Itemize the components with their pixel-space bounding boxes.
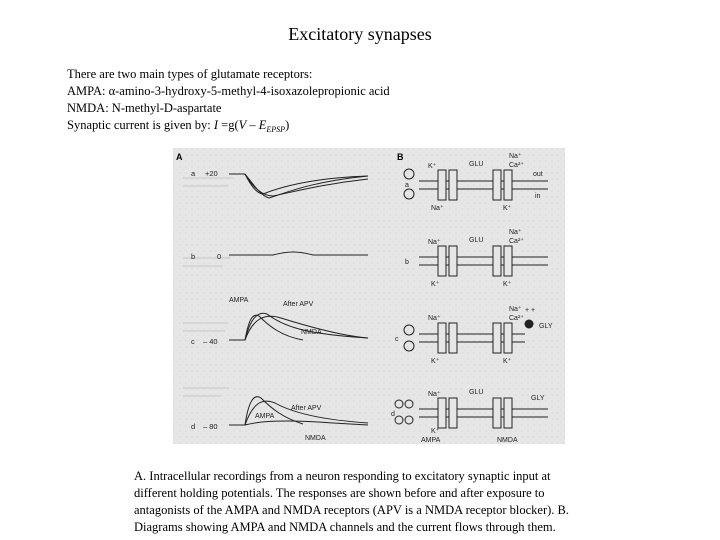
glu-label-d: GLU (469, 389, 484, 396)
label-after-apv-c: After APV (283, 301, 314, 308)
intro-line-ampa: AMPA: α-amino-3-hydroxy-5-methyl-4-isoxazolepropionic acid (67, 84, 390, 98)
row-c-label: c (191, 337, 195, 346)
diagram-row-d-label: d (391, 411, 395, 418)
page-title: Excitatory synapses (288, 24, 432, 44)
in-label: in (535, 193, 541, 200)
figure-caption (134, 468, 634, 536)
voltage-label-minus80: – 80 (203, 422, 218, 431)
equation-close: ) (285, 118, 290, 132)
panel-b-label: B (397, 152, 404, 162)
na-label-c-top-right: Na⁺ (509, 306, 522, 313)
ca-label-a-top: Ca²⁺ (509, 162, 524, 169)
row-b-label: b (191, 252, 196, 261)
label-nmda-d: NMDA (305, 435, 326, 442)
figure-recordings-and-channel-diagrams (173, 148, 565, 444)
na-label-a-bottom: Na⁺ (431, 205, 444, 212)
diagram-row-a-label: a (405, 182, 409, 189)
intro-text (67, 66, 390, 138)
caption-line-4: Diagrams showing AMPA and NMDA channels and the current flows through them. (134, 520, 556, 534)
row-a-label: a (191, 169, 196, 178)
ca-label-b-top: Ca²⁺ (509, 238, 524, 245)
current-equation (67, 117, 390, 138)
plus-plus-label: + + (525, 307, 536, 314)
voltage-label-0: 0 (217, 252, 222, 261)
na-label-a-top: Na⁺ (509, 153, 522, 160)
k-label-b-bottom: K⁺ (431, 281, 440, 288)
glu-label-a: GLU (469, 161, 484, 168)
equation-voltage-symbol: V (238, 118, 247, 132)
k-label-c-bottom: K⁺ (431, 358, 440, 365)
label-nmda-c: NMDA (301, 329, 322, 336)
intro-line-nmda: NMDA: N-methyl-D-aspartate (67, 101, 222, 115)
ca-label-c-top: Ca²⁺ (509, 315, 524, 322)
ampa-label-d: AMPA (421, 437, 441, 444)
na-label-b-top: Na⁺ (428, 239, 441, 246)
out-label: out (533, 171, 543, 178)
diagram-row-b-label: b (405, 259, 409, 266)
voltage-label-plus20: +20 (205, 169, 218, 178)
k-label-a-top: K⁺ (428, 163, 437, 170)
label-after-apv-d: After APV (291, 405, 322, 412)
k-label-d-bottom: K⁺ (431, 428, 440, 435)
panel-a-label: A (176, 152, 183, 162)
k-label-b-bottom-right: K⁺ (503, 281, 512, 288)
na-label-d-top: Na⁺ (428, 391, 441, 398)
voltage-label-minus40: – 40 (203, 337, 218, 346)
caption-line-3: antagonists of the AMPA and NMDA receptors (APV is a NMDA receptor blocker). B. (134, 503, 570, 517)
equation-subscript: EPSP (266, 125, 286, 134)
equation-conductance: =g( (218, 118, 239, 132)
caption-line-2: different holding potentials. The responses are shown before and after exposure to (134, 486, 545, 500)
k-label-a-bottom: K⁺ (503, 205, 512, 212)
label-ampa-d: AMPA (255, 413, 275, 420)
intro-line-1: There are two main types of glutamate receptors: (67, 67, 313, 81)
row-d-label: d (191, 422, 196, 431)
na-label-b-top-right: Na⁺ (509, 229, 522, 236)
k-label-c-bottom-right: K⁺ (503, 358, 512, 365)
diagram-row-c-label: c (395, 336, 399, 343)
nmda-label-d: NMDA (497, 437, 518, 444)
label-ampa-c: AMPA (229, 297, 249, 304)
na-label-c-top: Na⁺ (428, 315, 441, 322)
caption-line-1: A. Intracellular recordings from a neuron responding to excitatory synaptic input at (134, 469, 551, 483)
glu-label-b: GLU (469, 237, 484, 244)
equation-reversal-symbol: E (258, 118, 267, 132)
equation-prefix: Synaptic current is given by: (67, 118, 214, 132)
gly-label-d: GLY (531, 395, 545, 402)
equation-current-symbol: I (213, 118, 219, 132)
gly-label-c: GLY (539, 323, 553, 330)
equation-minus: – (246, 118, 259, 132)
